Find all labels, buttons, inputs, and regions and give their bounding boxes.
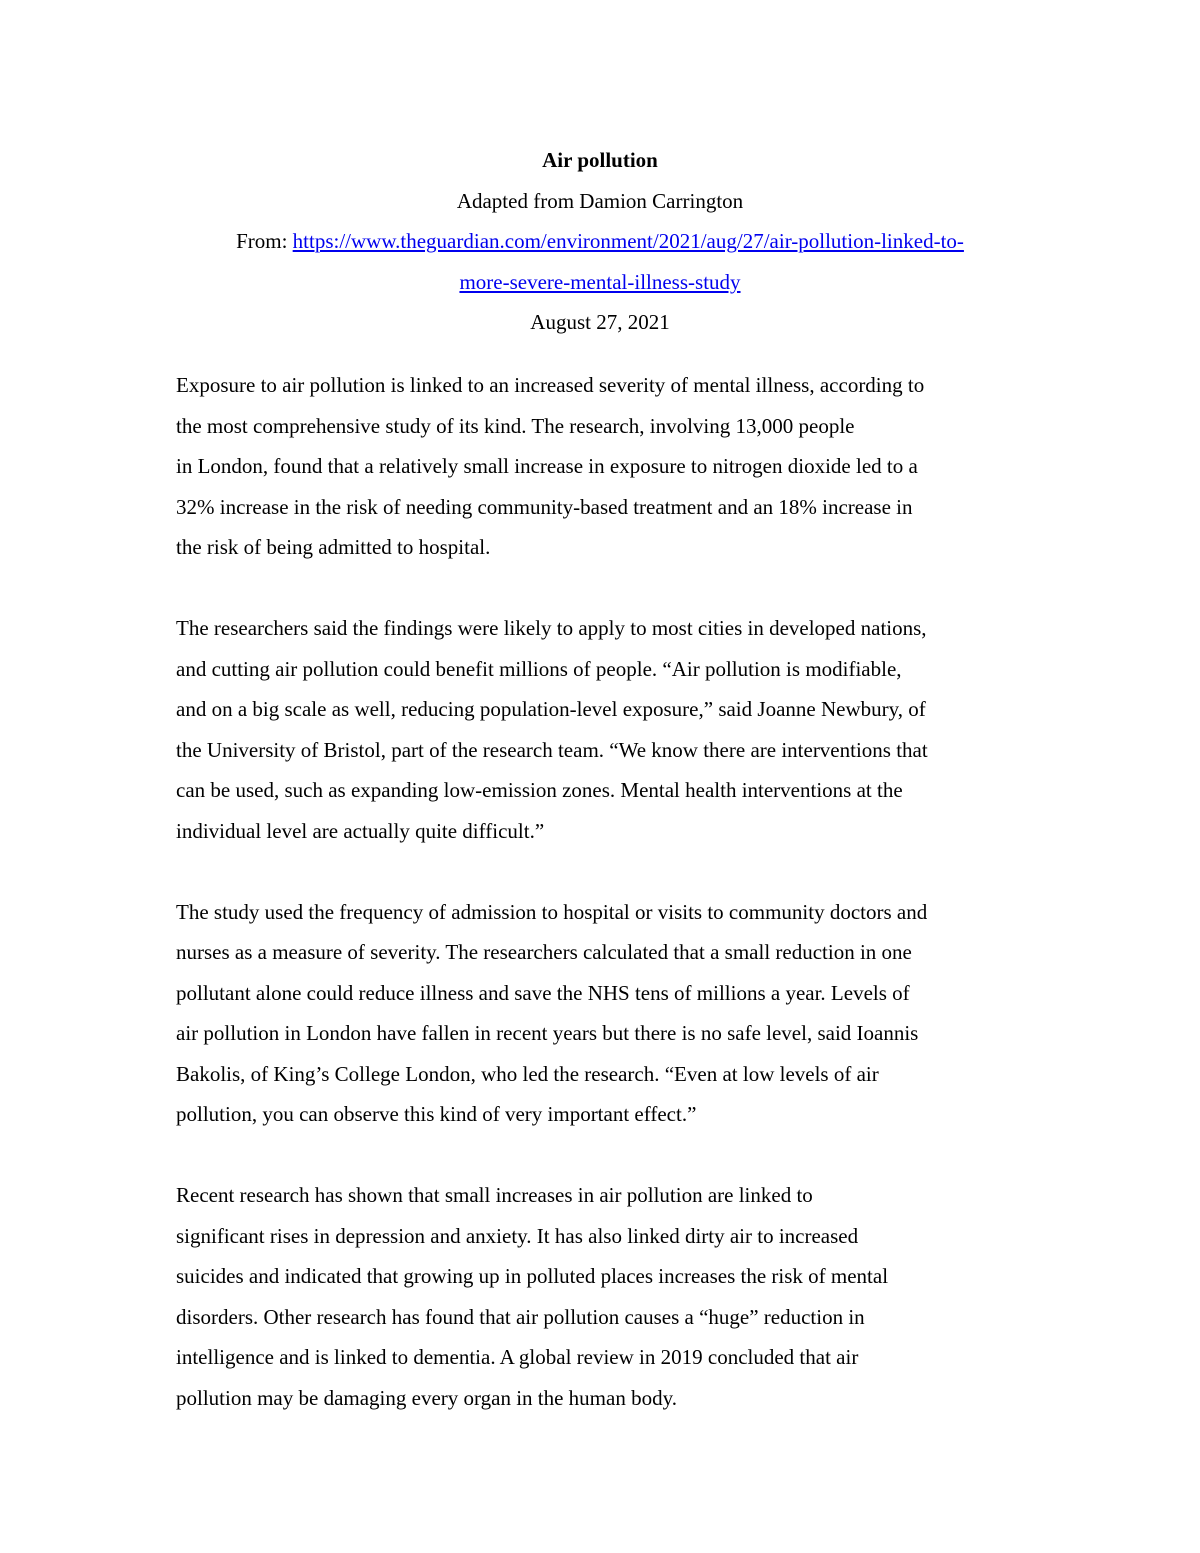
paragraph-line: significant rises in depression and anxiety. It has also linked dirty air to increased xyxy=(176,1223,859,1248)
paragraph-line: intelligence and is linked to dementia. A global review in 2019 concluded that air xyxy=(176,1345,859,1369)
paragraph-line: The researchers said the findings were likely to apply to most cities in developed nations, xyxy=(176,616,927,640)
paragraph-2 xyxy=(176,608,1026,851)
paragraph-line: and cutting air pollution could benefit millions of people. “Air pollution is modifiable, xyxy=(176,656,902,681)
source-link-part2[interactable]: more-severe-mental-illness-study xyxy=(459,269,741,294)
paragraph-line: and on a big scale as well, reducing population-level exposure,” said Joanne Newbury, of xyxy=(176,697,926,721)
paragraph-1 xyxy=(176,365,1026,568)
paragraph-line: suicides and indicated that growing up in polluted places increases the risk of mental xyxy=(176,1264,889,1288)
paragraph-line: 32% increase in the risk of needing community-based treatment and an 18% increase in xyxy=(176,494,913,519)
byline: Adapted from Damion Carrington xyxy=(456,188,744,213)
source-line xyxy=(150,221,1050,262)
paragraph-line: Recent research has shown that small increases in air pollution are linked to xyxy=(176,1183,813,1207)
paragraph-line: in London, found that a relatively small increase in exposure to nitrogen dioxide led to a xyxy=(176,454,918,478)
paragraph-4 xyxy=(176,1175,1026,1418)
paragraph-line: air pollution in London have fallen in recent years but there is no safe level, said Ioannis xyxy=(176,1021,919,1045)
source-line-2 xyxy=(150,262,1050,303)
paragraph-line: The study used the frequency of admission to hospital or visits to community doctors and xyxy=(176,899,928,924)
paragraph-line: pollutant alone could reduce illness and save the NHS tens of millions a year. Levels of xyxy=(176,980,910,1005)
page-title: Air pollution xyxy=(542,148,658,172)
paragraph-line: the most comprehensive study of its kind. The research, involving 13,000 people xyxy=(176,413,855,438)
source-prefix: From: xyxy=(236,229,293,253)
paragraph-line: disorders. Other research has found that air pollution causes a “huge” reduction in xyxy=(176,1304,865,1329)
paragraph-line: pollution, you can observe this kind of very important effect.” xyxy=(176,1102,697,1126)
paragraph-line: the University of Bristol, part of the research team. “We know there are interventions that xyxy=(176,737,928,762)
paragraph-3 xyxy=(176,892,1026,1135)
paragraph-line: pollution may be damaging every organ in the human body. xyxy=(176,1385,677,1410)
paragraph-line: nurses as a measure of severity. The researchers calculated that a small reduction in one xyxy=(176,940,912,964)
document-header xyxy=(150,140,1050,343)
source-link-part1[interactable]: https://www.theguardian.com/environment/2021/aug/27/air-pollution-linked-to- xyxy=(292,229,964,253)
paragraph-line: the risk of being admitted to hospital. xyxy=(176,535,491,559)
paragraph-line: individual level are actually quite difficult.” xyxy=(176,818,545,843)
paragraph-line: can be used, such as expanding low-emission zones. Mental health interventions at the xyxy=(176,778,903,802)
paragraph-line: Bakolis, of King’s College London, who led the research. “Even at low levels of air xyxy=(176,1061,879,1086)
article-body xyxy=(176,365,1026,1459)
publication-date: August 27, 2021 xyxy=(530,310,670,334)
paragraph-line: Exposure to air pollution is linked to an increased severity of mental illness, according to xyxy=(176,373,925,397)
